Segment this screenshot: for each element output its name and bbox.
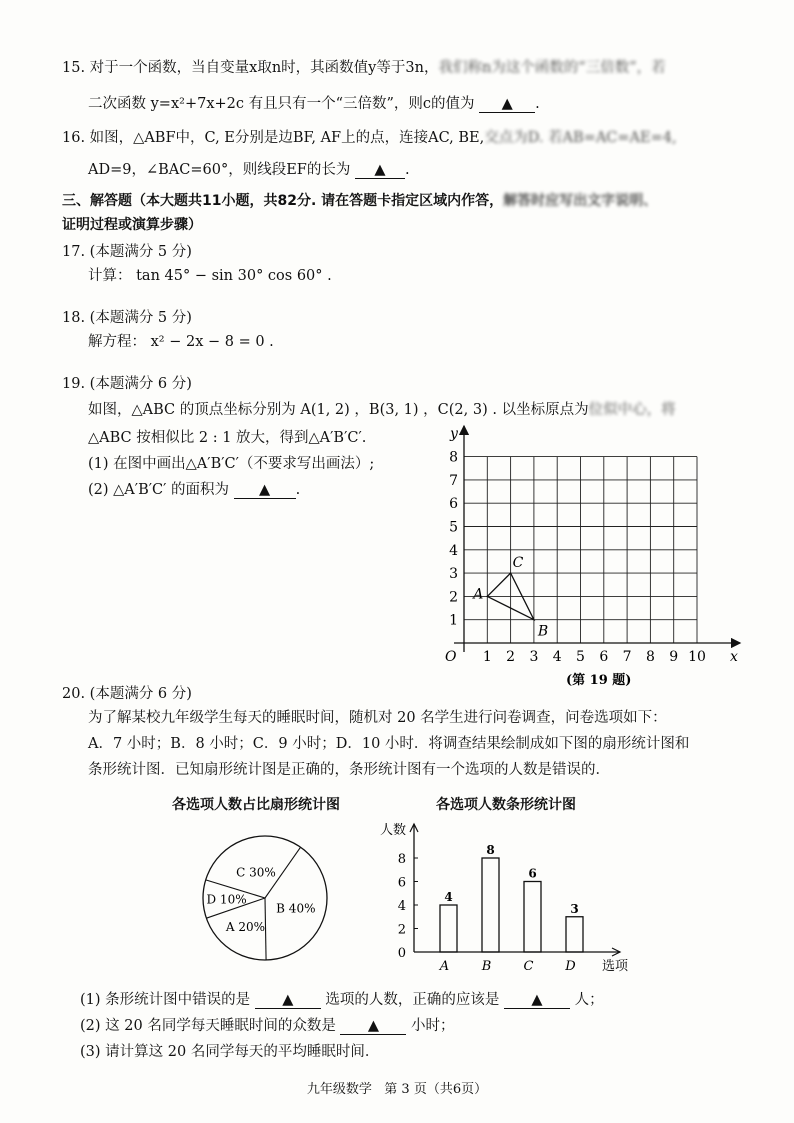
q20-part2-blank: ▲ xyxy=(340,1018,406,1035)
q15-line1-blurred: 我们称n为这个函数的“三倍数”，若 xyxy=(438,60,666,76)
bar-d xyxy=(566,917,583,952)
pie-slice-label-b: B 40% xyxy=(276,901,316,916)
q15-line2: 二次函数 y=x²+7x+2c 有且只有一个“三倍数”，则c的值为 ▲ . xyxy=(88,96,540,112)
x-tick-label: 3 xyxy=(529,649,539,665)
section3-heading: 三、解答题（本大题共11小题，共82分. 请在答题卡指定区域内作答，解答时应写出文字说明、 xyxy=(62,193,658,209)
q17-head: 17. (本题满分 5 分) xyxy=(62,244,192,260)
q15-answer-blank: ▲ xyxy=(479,96,535,113)
y-tick-label: 7 xyxy=(449,472,458,489)
bar-y-tick-label: 2 xyxy=(397,922,406,938)
q20-line3: 条形统计图．已知扇形统计图是正确的，条形统计图有一个选项的人数是错误的． xyxy=(88,762,610,778)
bar-category-label-b: B xyxy=(481,959,492,974)
q19-caption: (第 19 题) xyxy=(566,673,632,688)
q19-part2: (2) △A′B′C′ 的面积为 ▲ . xyxy=(88,482,301,498)
q19-line1: 如图，△ABC 的顶点坐标分别为 A(1, 2) ，B(3, 1) ，C(2, 3) . 以坐标原点为位似中心，将 xyxy=(88,402,676,418)
y-tick-label: 6 xyxy=(449,496,458,513)
q20-part1-blank1: ▲ xyxy=(255,992,321,1009)
x-tick-label: 10 xyxy=(688,649,706,665)
x-tick-label: 5 xyxy=(576,649,585,665)
q16-answer-blank: ▲ xyxy=(355,162,405,179)
q20-part3: (3) 请计算这 20 名同学每天的平均睡眠时间． xyxy=(80,1044,380,1060)
bar-a xyxy=(440,905,457,952)
x-tick-label: 2 xyxy=(506,649,516,665)
pie-slice-label-c: C 30% xyxy=(236,865,276,880)
bar-y-tick-label: 8 xyxy=(397,852,406,867)
page-footer: 九年级数学 第 3 页（共6页） xyxy=(306,1082,488,1097)
bar-value-label-c: 6 xyxy=(528,866,537,881)
q20-part1: (1) 条形统计图中错误的是 ▲ 选项的人数，正确的应该是 ▲ 人； xyxy=(80,992,604,1008)
x-tick-label: 9 xyxy=(669,649,679,665)
bar-y-tick-label: 6 xyxy=(397,875,406,891)
x-tick-label: 7 xyxy=(622,649,632,665)
pie-slice-boundary xyxy=(265,898,266,960)
bar-y-axis-label: 人数 xyxy=(380,823,407,838)
q16-line2: AD=9，∠BAC=60°，则线段EF的长为 ▲ . xyxy=(88,162,410,178)
q15-line1: 15. 对于一个函数，当自变量x取n时，其函数值y等于3n，我们称n为这个函数的“三倍数”，若 xyxy=(62,60,666,76)
bar-x-axis-label: 选项 xyxy=(602,959,629,974)
x-tick-label: 1 xyxy=(482,649,492,665)
y-tick-label: 5 xyxy=(449,519,458,536)
q19-head: 19. (本题满分 6 分) xyxy=(62,376,192,392)
q20-part1-blank2: ▲ xyxy=(504,992,570,1009)
q17-body: 计算： tan 45° − sin 30° cos 60° . xyxy=(88,268,332,284)
bar-b xyxy=(482,858,499,952)
q20-line1: 为了解某校九年级学生每天的睡眠时间，随机对 20 名学生进行问卷调查，问卷选项如下： xyxy=(88,710,667,726)
bar-category-label-d: D xyxy=(565,959,576,974)
x-tick-label: 8 xyxy=(645,649,655,665)
q19-coordinate-grid xyxy=(430,418,750,692)
q16-line1-blurred: 交点为D. 若AB=AC=AE=4, xyxy=(484,130,677,146)
bar-c xyxy=(524,882,541,953)
bar-value-label-b: 8 xyxy=(486,843,495,857)
y-tick-label: 3 xyxy=(449,566,458,583)
pie-chart-title: 各选项人数占比扇形统计图 xyxy=(172,797,340,813)
origin-label: O xyxy=(445,649,457,665)
x-tick-label: 6 xyxy=(599,649,609,665)
q19-answer-blank: ▲ xyxy=(234,482,296,499)
pie-slice-label-d: D 10% xyxy=(206,892,247,907)
bar-chart xyxy=(370,814,650,974)
q18-body: 解方程： x² − 2x − 8 = 0 . xyxy=(88,334,274,350)
y-tick-label: 8 xyxy=(449,449,458,466)
pie-chart xyxy=(190,820,340,970)
q19-part1: (1) 在图中画出△A′B′C′（不要求写出画法）; xyxy=(88,456,375,472)
vertex-label-b: B xyxy=(537,623,549,640)
q16-line1: 16. 如图，△ABF中，C, E分别是边BF, AF上的点，连接AC, BE,交点为D. 若AB=AC=AE=4, xyxy=(62,130,677,146)
q18-head: 18. (本题满分 5 分) xyxy=(62,310,192,326)
grid-lines xyxy=(464,457,697,643)
bar-category-label-a: A xyxy=(439,959,450,974)
y-tick-label: 2 xyxy=(449,589,458,606)
y-axis-label: y xyxy=(450,426,458,442)
q19-line2: △ABC 按相似比 2 : 1 放大，得到△A′B′C′. xyxy=(88,430,367,446)
bar-value-label-d: 3 xyxy=(570,901,579,916)
x-tick-label: 4 xyxy=(552,649,562,665)
section3-heading-cont: 证明过程或演算步骤） xyxy=(62,217,202,233)
pie-slice-label-a: A 20% xyxy=(225,919,266,934)
q20-head: 20. (本题满分 6 分) xyxy=(62,686,192,702)
bar-value-label-a: 4 xyxy=(444,890,453,904)
bar-category-label-c: C xyxy=(523,959,534,974)
bar-y-tick-label: 0 xyxy=(397,946,406,961)
q20-part2: (2) 这 20 名同学每天睡眠时间的众数是 ▲ 小时； xyxy=(80,1018,455,1034)
x-axis-label: x xyxy=(730,649,738,665)
y-tick-label: 4 xyxy=(449,542,458,559)
bar-y-tick-label: 4 xyxy=(397,899,406,914)
q20-line2: A．7 小时；B．8 小时；C．9 小时；D．10 小时．将调查结果绘制成如下图的扇形统计图和 xyxy=(88,736,690,752)
vertex-label-c: C xyxy=(512,555,524,572)
vertex-label-a: A xyxy=(473,586,484,603)
bar-chart-title: 各选项人数条形统计图 xyxy=(436,797,576,813)
y-tick-label: 1 xyxy=(449,612,458,629)
